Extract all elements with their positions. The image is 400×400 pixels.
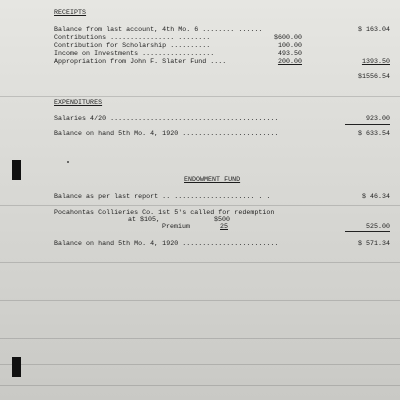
pocahontas-total: 525.00 [365, 223, 390, 230]
receipt-row-amount: 100.00 [277, 42, 302, 49]
salaries-label: Salaries 4/20 .......................................... [54, 115, 279, 122]
sum-rule [345, 124, 390, 125]
receipt-row-amount: 493.50 [277, 50, 302, 57]
premium-value: 25 [220, 223, 229, 230]
sum-rule [345, 231, 390, 232]
expenditures-balance-value: $ 633.54 [357, 130, 390, 137]
receipt-row-label: Contributions ................ ........ [54, 34, 211, 41]
expenditures-heading: EXPENDITURES [54, 99, 103, 106]
binding-mark [12, 160, 21, 180]
scan-line [0, 205, 400, 206]
receipts-total: $1556.54 [357, 73, 390, 80]
endowment-heading: ENDOWMENT FUND [184, 176, 241, 183]
expenditures-balance-label: Balance on hand 5th Mo. 4, 1920 ........................ [54, 130, 279, 137]
endowment-balance-label: Balance as per last report .. .................... . . [54, 193, 271, 200]
scan-line [0, 338, 400, 339]
receipt-row-total: 1393.50 [361, 58, 390, 65]
receipt-row-label: Appropriation from John F. Slater Fund .... [54, 58, 227, 65]
scan-line [0, 364, 400, 365]
endowment-final-value: $ 571.34 [357, 240, 390, 247]
salaries-value: 923.00 [365, 115, 390, 122]
scan-line [0, 96, 400, 97]
premium-label: Premium [162, 223, 191, 230]
pocahontas-line: Pocahontas Collieries Co. 1st 5's called for redemption [54, 209, 275, 216]
pocahontas-rate: at $105, [128, 216, 161, 223]
receipt-row-total: $ 163.04 [357, 26, 390, 33]
scan-line [0, 385, 400, 386]
scan-line [0, 262, 400, 263]
receipt-row-amount: 200.00 [277, 58, 302, 65]
scan-line [0, 300, 400, 301]
pocahontas-amount: $500 [214, 216, 231, 223]
receipt-row-label: Income on Investments .................. [54, 50, 215, 57]
receipts-heading: RECEIPTS [54, 9, 87, 16]
speck [67, 161, 69, 163]
binding-mark [12, 357, 21, 377]
receipt-row-label: Balance from last account, 4th Mo. 6 ........ ...... [54, 26, 263, 33]
receipt-row-amount: $600.00 [273, 34, 302, 41]
endowment-final-label: Balance on hand 5th Mo. 4, 1920 ........................ [54, 240, 279, 247]
receipt-row-label: Contribution for Scholarship .......... [54, 42, 211, 49]
endowment-balance-value: $ 46.34 [361, 193, 390, 200]
